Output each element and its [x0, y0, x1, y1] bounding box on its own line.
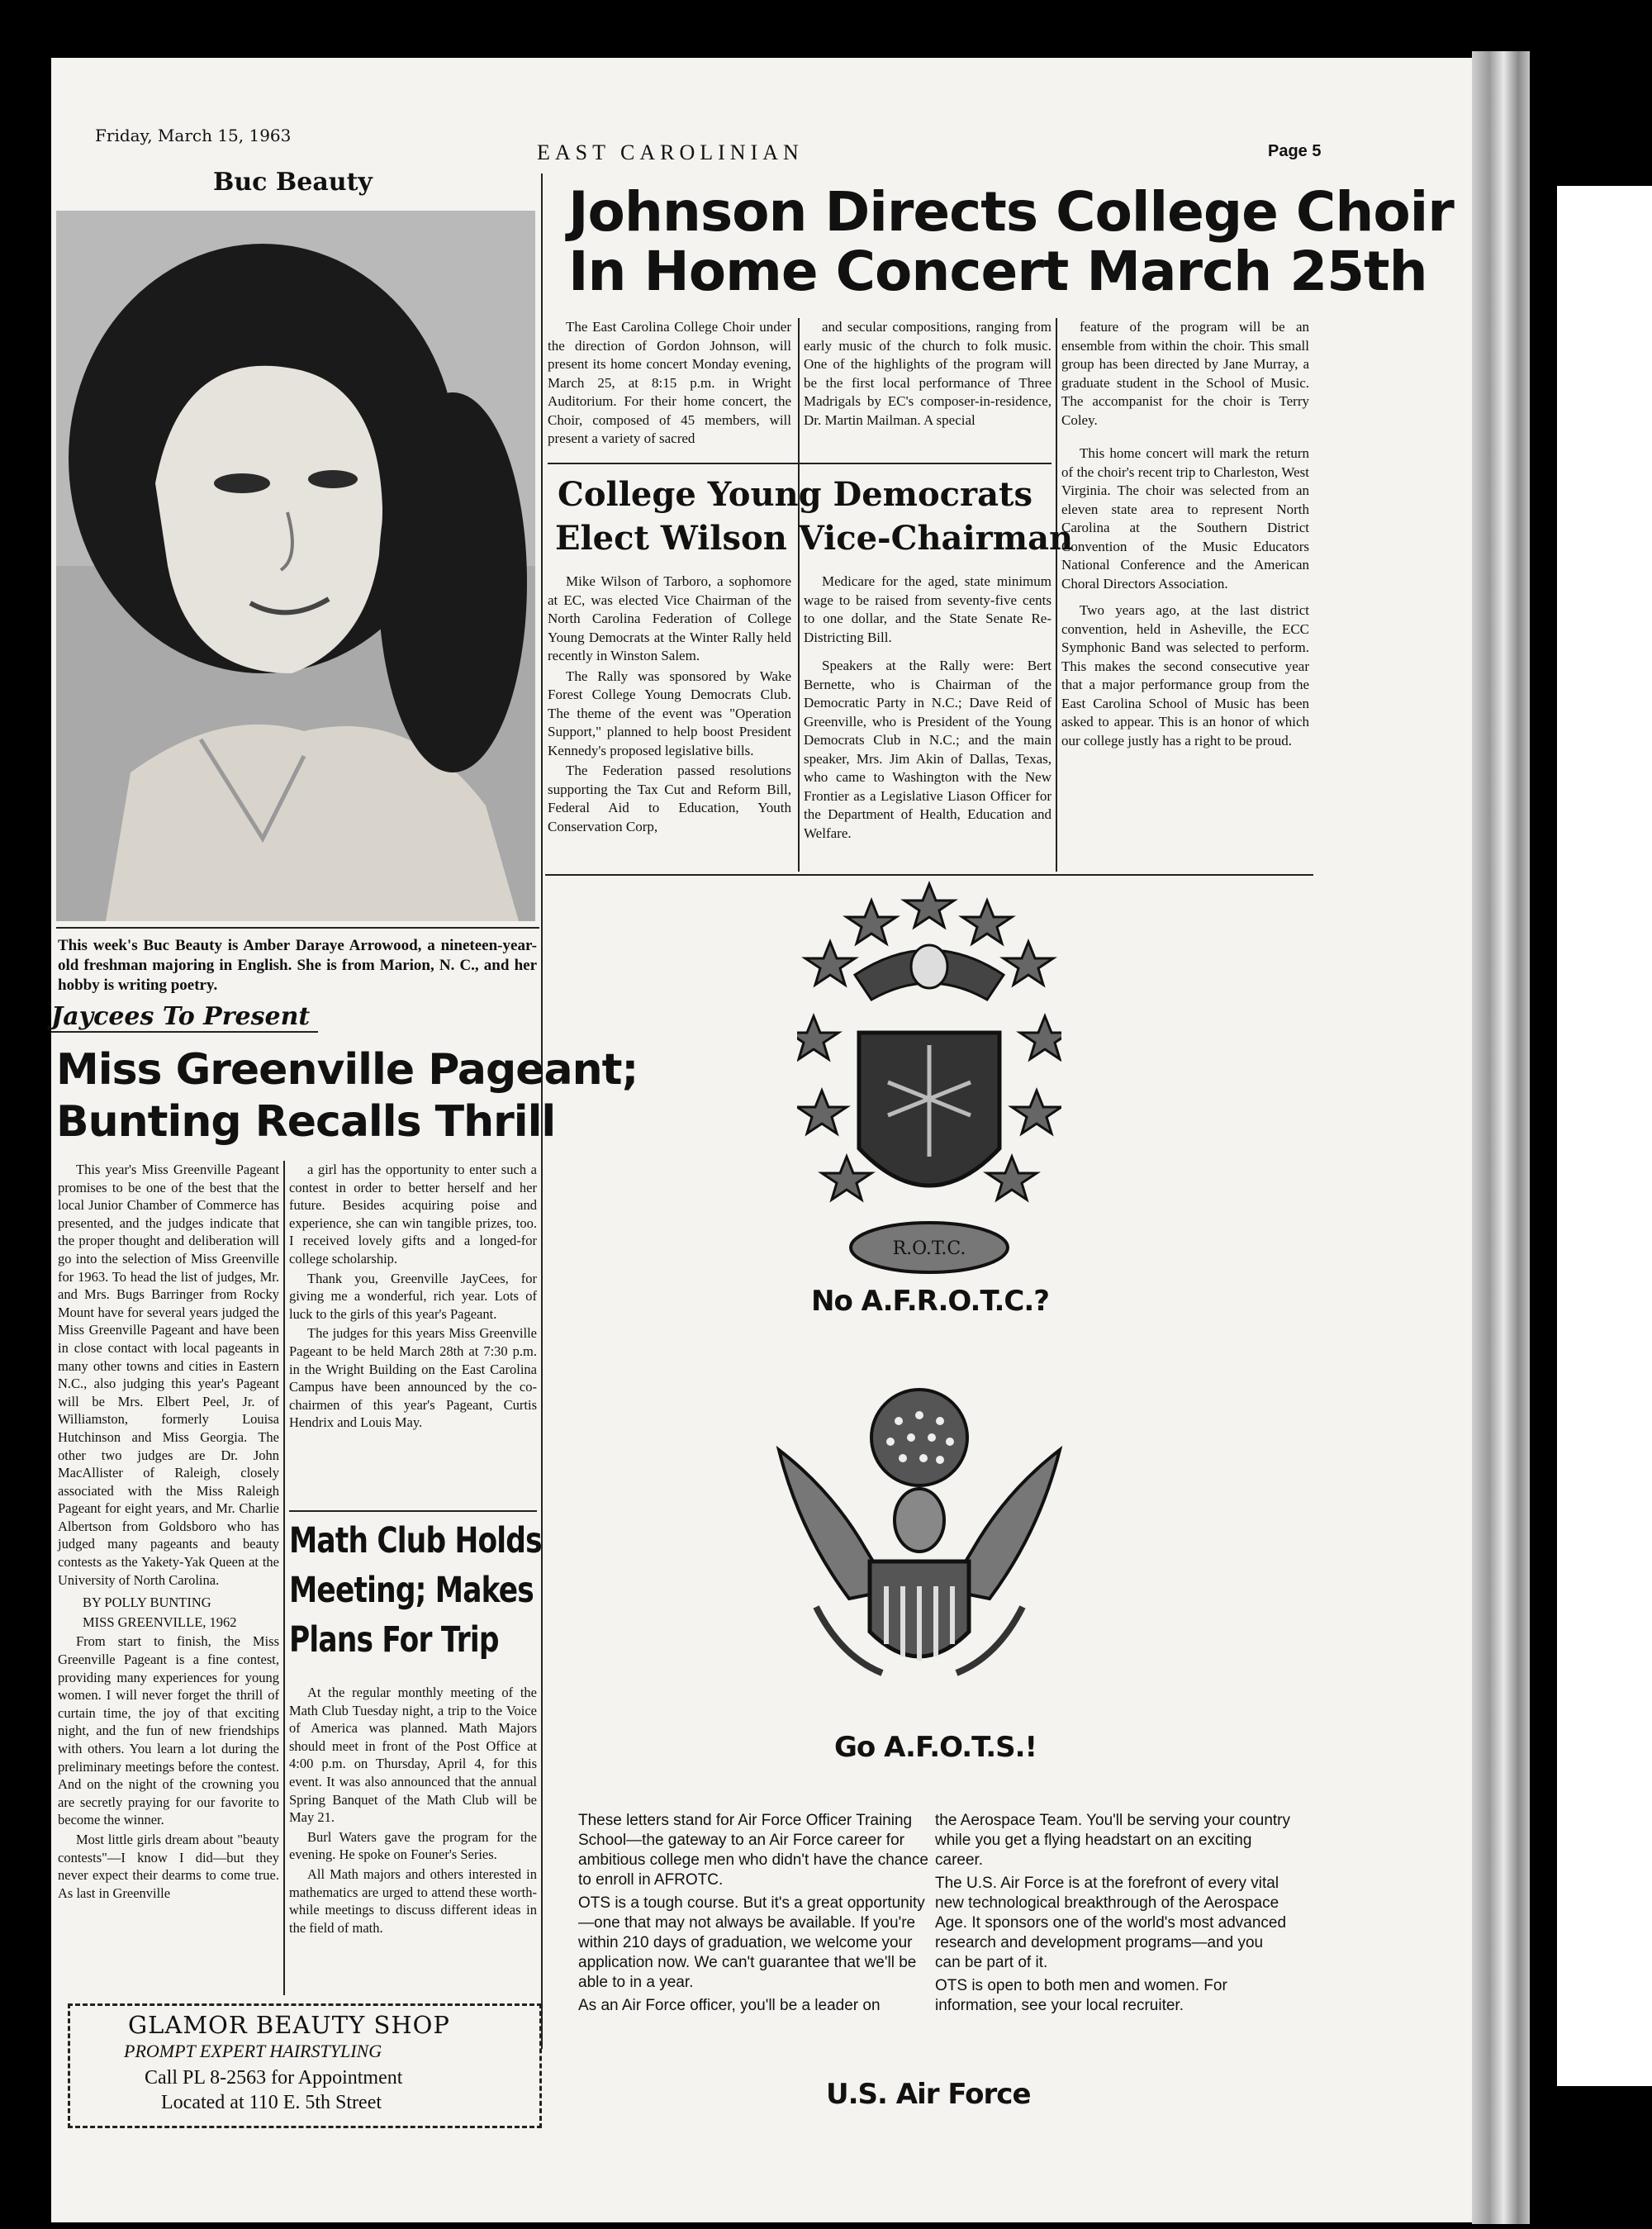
choir-paragraph: The East Carolina College Choir under the direction of Gordon Johnson, will present its home concert Monday evening, March 25, at 8:15 p.m. in Wright Auditorium. For their home concert, the Choir, composed of 45 members, will present a variety of sacred: [548, 319, 791, 446]
math-club-paragraph: At the regular monthly meeting of the Math Club Tuesday night, a trip to the Voice of America was planned. Math Majors should meet in front of the Post Office at 4:00 p.m. on Thursday, April 4, for this event. It was also announced that the annual Spring Banquet of the Math Club will be May 21.: [289, 1685, 537, 1826]
math-club-headline-line-3: Plans For Trip: [289, 1619, 499, 1661]
page-number: Page 5: [1268, 142, 1322, 160]
pageant-paragraph: From start to finish, the Miss Greenville Pageant is a fine contest, providing many experiences for young women. I will never forget the thrill of curtain time, the joy of that exciting night, and the fun of new friendships with others. You learn a lot during the preliminary meetings before the contest. And on the night of the crowning you are secretly praying for our favorite to become the winner.: [58, 1633, 279, 1828]
democrats-paragraph: The Rally was sponsored by Wake Forest College Young Democrats Club. The theme of the event was "Operation Support," planned to help boost President Kennedy's proposed legislative bills.: [548, 668, 791, 758]
democrats-headline-line-1: College Young Democrats: [558, 475, 1032, 514]
section-divider: [289, 1510, 537, 1512]
math-club-paragraph: All Math majors and others interested in mathematics are urged to attend these worth-while meetings to discuss different ideas in the field of math.: [289, 1865, 537, 1936]
democrats-column-1: [548, 573, 791, 836]
glamor-shop-name: GLAMOR BEAUTY SHOP: [128, 2011, 450, 2039]
pageant-column-2: [289, 1161, 537, 1432]
column-divider: [798, 318, 800, 872]
pageant-headline-line-1: Miss Greenville Pageant;: [56, 1045, 638, 1095]
section-divider: [56, 927, 539, 929]
af-paragraph: The U.S. Air Force is at the forefront of every vital new technological breakthrough of the Aerospace Age. It sponsors one of the world's most advanced research and development programs—and you can be part of it.: [935, 1875, 1287, 1971]
book-page-edges: [1472, 51, 1530, 2224]
democrats-paragraph: The Federation passed resolutions supporting the Tax Cut and Reform Bill, Federal Aid to Education, Youth Conservation Corp,: [548, 763, 791, 834]
math-club-paragraph: Burl Waters gave the program for the evening. He spoke on Founer's Series.: [289, 1828, 537, 1863]
glamor-address: Located at 110 E. 5th Street: [161, 2092, 382, 2113]
pageant-column-1: [58, 1161, 279, 1902]
choir-headline-line-2: In Home Concert March 25th: [568, 240, 1427, 303]
choir-paragraph: This home concert will mark the return of the choir's recent trip to Charleston, West Virginia. The choir was selected from an eleven state area to represent North Carolina at the Southern District Convention of the Music Educators National Conference and the American Choral Directors Association.: [1061, 445, 1309, 592]
section-divider: [548, 463, 1051, 464]
choir-paragraph: feature of the program will be an ensemble from within the choir. This small group has been directed by Jane Murray, a graduate student in the School of Music. The accompanist for the choir is Terry Coley.: [1061, 319, 1309, 428]
pageant-paragraph: This year's Miss Greenville Pageant promises to be one of the best that the local Junior Chamber of Commerce has presented, and the judges indicate that the proper thought and deliberation will go into the selection of Miss Greenville for 1963. To head the list of judges, Mr. and Mrs. Bugs Barringer from Rocky Mount have for several years judged the Miss Greenville Pageant and have been in close contact with local pageants in many other towns and cities in Eastern N.C., also judging this year's Pageant will be Mrs. Elbert Peel, Jr. of Williamston, formerly Louisa Hutchinson and Miss Georgia. The other two judges are Dr. John MacAllister of Raleigh, closely associated with the Miss Raleigh Pageant for eight years, and Mr. Charlie Albertson from Goldsboro who has judged many pageants and beauty contests as the Yakety-Yak Queen at the University of North Carolina.: [58, 1162, 279, 1588]
masthead-title: EAST CAROLINIAN: [537, 140, 804, 164]
democrats-column-2: [804, 573, 1051, 843]
choir-paragraph: Two years ago, at the last district convention, held in Asheville, the ECC Symphonic Band was selected to perform. This makes the second consecutive year that a major performance group from the East Carolina School of Music has been asked to appear. This is an honor of which our college justly has a right to be proud.: [1061, 602, 1309, 749]
choir-paragraph: and secular compositions, ranging from early music of the church to folk music. One of the highlights of the program will be the first local performance of Three Madrigals by EC's composer-in-residence, Dr. Martin Mailman. A special: [804, 319, 1051, 428]
eagle-emblem: [767, 1384, 1072, 1702]
column-divider: [1056, 318, 1057, 872]
rotc-badge-label: R.O.T.C.: [892, 1238, 966, 1259]
pageant-byline: BY POLLY BUNTING: [83, 1595, 211, 1611]
glamor-beauty-ad: [68, 2003, 542, 2128]
af-copy-left: [578, 1811, 933, 2019]
pageant-paragraph: Most little girls dream about "beauty contests"—I know I did—but they never expect their dearms to come true. As last in Greenville: [58, 1831, 279, 1901]
pageant-paragraph: a girl has the opportunity to enter such a contest in order to better herself and her future. Besides acquiring poise and experience, she can win tangible prizes, too. I received lovely gifts and a longed-for college scholarship.: [289, 1162, 537, 1267]
math-club-headline-line-1: Math Club Holds: [289, 1520, 542, 1561]
choir-column-3: [1061, 318, 1309, 750]
buc-beauty-caption: This week's Buc Beauty is Amber Daraye Arrowood, a nineteen-year-old freshman majoring in English. She is from Marion, N. C., and her hobby is writing poetry.: [58, 937, 537, 994]
choir-headline-line-1: Johnson Directs College Choir: [568, 180, 1454, 244]
column-divider: [283, 1161, 285, 1995]
scanner-background-strip: [1557, 186, 1652, 2086]
democrats-headline-line-2: Elect Wilson Vice-Chairman: [555, 519, 1074, 558]
buc-beauty-title: Buc Beauty: [213, 168, 373, 197]
democrats-paragraph: Medicare for the aged, state minimum wage to be raised from seventy-five cents to one dollar, and the State Senate Re-Districting Bill.: [804, 573, 1051, 645]
af-question: No A.F.R.O.T.C.?: [811, 1285, 1049, 1318]
choir-column-2: [804, 318, 1051, 430]
af-copy-right: [935, 1811, 1290, 2019]
choir-column-1: [548, 318, 791, 449]
math-club-article: [289, 1684, 537, 1937]
pageant-headline-line-2: Bunting Recalls Thrill: [56, 1097, 556, 1147]
math-club-headline-line-2: Meeting; Makes: [289, 1570, 534, 1611]
glamor-tagline: PROMPT EXPERT HAIRSTYLING: [124, 2041, 382, 2061]
af-paragraph: OTS is open to both men and women. For information, see your local recruiter.: [935, 1977, 1227, 2014]
issue-date: Friday, March 15, 1963: [95, 126, 292, 145]
af-paragraph: OTS is a tough course. But it's a great opportunity—one that may not always be available. If you're within 210 days of graduation, we welcome your application now. We can't guarantee that we'll be able to in a year.: [578, 1894, 925, 1991]
glamor-phone: Call PL 8-2563 for Appointment: [145, 2067, 403, 2089]
af-signature: U.S. Air Force: [826, 2078, 1031, 2111]
rotc-badge-emblem: [797, 876, 1061, 1281]
democrats-paragraph: Mike Wilson of Tarboro, a sophomore at EC, was elected Vice Chairman of the North Carolina Federation of College Young Democrats at the Winter Rally held recently in Winston Salem.: [548, 573, 791, 663]
pageant-paragraph: The judges for this years Miss Greenville Pageant to be held March 28th at 7:30 p.m. in the Wright Building on the East Carolina Campus have been announced by the co-chairmen of this year's Pageant, Curtis Hendrix and Louis May.: [289, 1325, 537, 1431]
af-paragraph: As an Air Force officer, you'll be a leader on: [578, 1997, 881, 2014]
af-paragraph: the Aerospace Team. You'll be serving your country while you get a flying headstart on an exciting career.: [935, 1812, 1290, 1869]
pageant-kicker: Jaycees To Present: [51, 1002, 318, 1033]
buc-beauty-photo: [56, 211, 535, 921]
democrats-paragraph: Speakers at the Rally were: Bert Bernette, who is Chairman of the Democratic Party in N.C.; Dave Reid of Greenville, who is President of the Young Democrats Club in N.C.; and the main speaker, Mrs. Jim Akin of Dallas, Texas, who came to Washington with the New Frontier as a Legislative Liason Officer for the Department of Health, Education and Welfare.: [804, 658, 1051, 841]
af-answer: Go A.F.O.T.S.!: [834, 1731, 1037, 1764]
pageant-paragraph: Thank you, Greenville JayCees, for giving me a wonderful, rich year. Lots of luck to the girls of this year's Pageant.: [289, 1270, 537, 1322]
af-paragraph: These letters stand for Air Force Officer Training School—the gateway to an Air Force career for ambitious college men who didn't have the chance to enroll in AFROTC.: [578, 1812, 929, 1889]
pageant-byline: MISS GREENVILLE, 1962: [83, 1614, 237, 1630]
